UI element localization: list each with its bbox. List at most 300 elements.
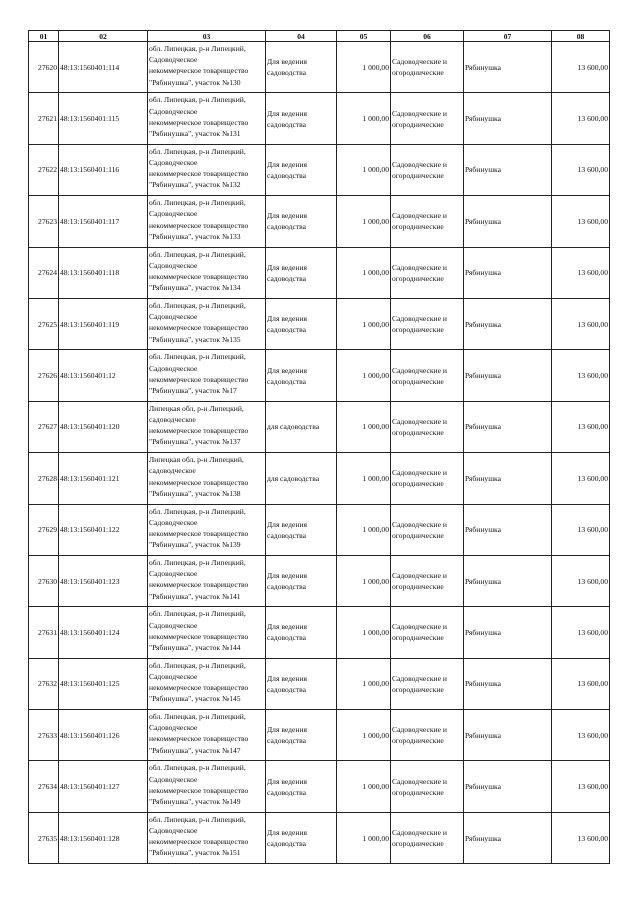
category-line: огороднические: [392, 222, 444, 232]
table-row: [29, 607, 610, 658]
partnership-name: Рябинушка: [465, 730, 502, 740]
table-row: [29, 710, 610, 761]
row-number: 27634: [38, 782, 57, 792]
cadastral-number-cell: [59, 298, 148, 349]
address-line: Садоводческое: [149, 209, 198, 219]
address-cell: [148, 247, 266, 298]
area-cell: [337, 812, 391, 863]
cadastral-value-cell: [552, 93, 610, 144]
address-line: некоммерческое товарищество: [149, 169, 249, 179]
row-number-cell: [29, 453, 59, 504]
table-row: [29, 401, 610, 452]
land-use-line: для садоводства: [267, 422, 320, 432]
address-line: некоммерческое товарищество: [149, 580, 249, 590]
address-cell: [148, 93, 266, 144]
category-line: огороднические: [392, 582, 444, 592]
address-line: "Рябинушка", участок №149: [149, 797, 241, 807]
land-use-line: садоводства: [267, 787, 307, 797]
partnership-name: Рябинушка: [465, 525, 502, 535]
area-cell: [337, 298, 391, 349]
area-cell: [337, 761, 391, 812]
header-row: [29, 31, 610, 42]
row-number-cell: [29, 401, 59, 452]
category-line: огороднические: [392, 68, 444, 78]
partnership-cell: [464, 504, 552, 555]
area-cell: [337, 196, 391, 247]
row-number-cell: [29, 812, 59, 863]
land-use-line: Для ведения: [267, 776, 308, 786]
partnership-name: Рябинушка: [465, 268, 502, 278]
area-cell: [337, 710, 391, 761]
row-number: 27622: [38, 165, 57, 175]
area-cell: [337, 401, 391, 452]
address-line: некоммерческое товарищество: [149, 374, 249, 384]
address-line: Липецкая обл, р-н Липецкий,: [149, 455, 244, 465]
table-row: [29, 812, 610, 863]
category-line: огороднические: [392, 325, 444, 335]
address-line: Липецкая обл, р-н Липецкий,: [149, 403, 244, 413]
area-cell: [337, 350, 391, 401]
cadastral-number-cell: [59, 555, 148, 606]
category-cell: [391, 247, 464, 298]
partnership-name: Рябинушка: [465, 165, 502, 175]
table-row: [29, 350, 610, 401]
land-use-line: Для ведения: [267, 673, 308, 683]
table-row: [29, 658, 610, 709]
category-line: огороднические: [392, 736, 444, 746]
address-line: некоммерческое товарищество: [149, 426, 249, 436]
land-use-line: Для ведения: [267, 519, 308, 529]
land-use-cell: [266, 247, 337, 298]
category-line: Садоводческие и: [392, 571, 447, 581]
land-use-cell: [266, 350, 337, 401]
row-number: 27631: [38, 627, 57, 637]
table-row: [29, 298, 610, 349]
partnership-cell: [464, 607, 552, 658]
partnership-cell: [464, 298, 552, 349]
cadastral-value: 13 600,00: [577, 576, 608, 586]
address-line: обл. Липецкая, р-н Липецкий,: [149, 557, 246, 567]
area-value: 1 000,00: [362, 268, 389, 278]
area-cell: [337, 144, 391, 195]
address-line: Садоводческое: [149, 312, 198, 322]
area-value: 1 000,00: [362, 782, 389, 792]
land-use-cell: [266, 658, 337, 709]
partnership-cell: [464, 710, 552, 761]
row-number: 27630: [38, 576, 57, 586]
category-line: Садоводческие и: [392, 673, 447, 683]
table-body: [29, 42, 610, 864]
partnership-name: Рябинушка: [465, 627, 502, 637]
address-line: Садоводческое: [149, 620, 198, 630]
cadastral-value-cell: [552, 710, 610, 761]
category-cell: [391, 144, 464, 195]
category-line: огороднические: [392, 376, 444, 386]
address-line: "Рябинушка", участок №139: [149, 540, 241, 550]
land-use-line: садоводства: [267, 633, 307, 643]
address-line: обл. Липецкая, р-н Липецкий,: [149, 712, 246, 722]
partnership-cell: [464, 401, 552, 452]
address-line: Садоводческое: [149, 517, 198, 527]
address-cell: [148, 658, 266, 709]
partnership-cell: [464, 453, 552, 504]
area-cell: [337, 453, 391, 504]
address-line: Садоводческое: [149, 106, 198, 116]
category-line: Садоводческие и: [392, 725, 447, 735]
area-cell: [337, 504, 391, 555]
cadastral-number: 48:13:1560401:126: [60, 730, 120, 740]
row-number-cell: [29, 93, 59, 144]
address-line: некоммерческое товарищество: [149, 631, 249, 641]
cadastral-value: 13 600,00: [577, 422, 608, 432]
cadastral-number-cell: [59, 350, 148, 401]
row-number-cell: [29, 761, 59, 812]
land-registry-table: [28, 30, 610, 864]
address-line: "Рябинушка", участок №135: [149, 334, 241, 344]
category-line: Садоводческие и: [392, 211, 447, 221]
row-number: 27624: [38, 268, 57, 278]
address-cell: [148, 555, 266, 606]
row-number: 27635: [38, 833, 57, 843]
area-value: 1 000,00: [362, 319, 389, 329]
cadastral-value: 13 600,00: [577, 473, 608, 483]
area-cell: [337, 42, 391, 93]
cadastral-number: 48:13:1560401:117: [60, 216, 120, 226]
category-cell: [391, 42, 464, 93]
cadastral-value: 13 600,00: [577, 525, 608, 535]
table-row: [29, 555, 610, 606]
table-row: [29, 247, 610, 298]
partnership-cell: [464, 93, 552, 144]
cadastral-value-cell: [552, 401, 610, 452]
category-line: огороднические: [392, 633, 444, 643]
column-header: 05: [337, 31, 391, 42]
land-use-cell: [266, 812, 337, 863]
address-line: "Рябинушка", участок №134: [149, 283, 241, 293]
cadastral-value: 13 600,00: [577, 627, 608, 637]
address-line: обл. Липецкая, р-н Липецкий,: [149, 660, 246, 670]
address-line: обл. Липецкая, р-н Липецкий,: [149, 44, 246, 53]
cadastral-value: 13 600,00: [577, 114, 608, 124]
address-cell: [148, 144, 266, 195]
row-number: 27629: [38, 525, 57, 535]
partnership-cell: [464, 761, 552, 812]
address-line: "Рябинушка", участок №147: [149, 745, 241, 755]
address-line: "Рябинушка", участок №138: [149, 488, 241, 498]
category-line: Садоводческие и: [392, 468, 447, 478]
partnership-name: Рябинушка: [465, 114, 502, 124]
area-value: 1 000,00: [362, 525, 389, 535]
table-row: [29, 93, 610, 144]
address-line: некоммерческое товарищество: [149, 837, 249, 847]
address-line: "Рябинушка", участок №144: [149, 642, 241, 652]
category-line: Садоводческие и: [392, 365, 447, 375]
category-cell: [391, 453, 464, 504]
partnership-cell: [464, 196, 552, 247]
address-line: "Рябинушка", участок №130: [149, 77, 241, 87]
cadastral-value-cell: [552, 350, 610, 401]
address-line: некоммерческое товарищество: [149, 785, 249, 795]
cadastral-value-cell: [552, 247, 610, 298]
area-value: 1 000,00: [362, 216, 389, 226]
row-number-cell: [29, 555, 59, 606]
category-line: Садоводческие и: [392, 262, 447, 272]
partnership-name: Рябинушка: [465, 319, 502, 329]
address-cell: [148, 710, 266, 761]
cadastral-number: 48:13:1560401:125: [60, 679, 120, 689]
land-use-cell: [266, 453, 337, 504]
cadastral-number: 48:13:1560401:128: [60, 833, 120, 843]
cadastral-number: 48:13:1560401:119: [60, 319, 120, 329]
column-header: 07: [464, 31, 552, 42]
cadastral-value: 13 600,00: [577, 216, 608, 226]
cadastral-number: 48:13:1560401:120: [60, 422, 120, 432]
cadastral-value: 13 600,00: [577, 165, 608, 175]
cadastral-value: 13 600,00: [577, 833, 608, 843]
land-use-line: Для ведения: [267, 159, 308, 169]
category-line: огороднические: [392, 273, 444, 283]
cadastral-value-cell: [552, 812, 610, 863]
cadastral-value-cell: [552, 555, 610, 606]
cadastral-number-cell: [59, 504, 148, 555]
partnership-cell: [464, 555, 552, 606]
address-line: некоммерческое товарищество: [149, 477, 249, 487]
land-use-line: садоводства: [267, 736, 307, 746]
row-number: 27623: [38, 216, 57, 226]
address-line: обл. Липецкая, р-н Липецкий,: [149, 814, 246, 824]
partnership-name: Рябинушка: [465, 216, 502, 226]
address-line: Садоводческое: [149, 260, 198, 270]
cadastral-value: 13 600,00: [577, 371, 608, 381]
land-use-line: садоводства: [267, 582, 307, 592]
partnership-cell: [464, 350, 552, 401]
land-use-line: садоводства: [267, 222, 307, 232]
category-line: огороднические: [392, 479, 444, 489]
partnership-name: Рябинушка: [465, 576, 502, 586]
address-line: Садоводческое: [149, 363, 198, 373]
address-line: Садоводческое: [149, 55, 198, 65]
area-cell: [337, 607, 391, 658]
partnership-name: Рябинушка: [465, 371, 502, 381]
address-line: обл. Липецкая, р-н Липецкий,: [149, 609, 246, 619]
cadastral-number-cell: [59, 710, 148, 761]
row-number: 27632: [38, 679, 57, 689]
cadastral-value-cell: [552, 607, 610, 658]
cadastral-number: 48:13:1560401:123: [60, 576, 120, 586]
table-row: [29, 42, 610, 93]
land-use-cell: [266, 555, 337, 606]
document-page: [28, 30, 609, 864]
land-use-line: для садоводства: [267, 473, 320, 483]
category-cell: [391, 710, 464, 761]
category-cell: [391, 607, 464, 658]
area-value: 1 000,00: [362, 576, 389, 586]
cadastral-value-cell: [552, 658, 610, 709]
address-cell: [148, 196, 266, 247]
address-line: Садоводческое: [149, 157, 198, 167]
land-use-line: Для ведения: [267, 57, 308, 67]
address-cell: [148, 298, 266, 349]
row-number-cell: [29, 196, 59, 247]
cadastral-number-cell: [59, 144, 148, 195]
land-use-line: садоводства: [267, 376, 307, 386]
cadastral-number-cell: [59, 247, 148, 298]
land-use-cell: [266, 42, 337, 93]
cadastral-number-cell: [59, 93, 148, 144]
cadastral-value: 13 600,00: [577, 679, 608, 689]
address-line: "Рябинушка", участок №131: [149, 129, 241, 138]
cadastral-number-cell: [59, 812, 148, 863]
table-row: [29, 144, 610, 195]
area-value: 1 000,00: [362, 62, 389, 72]
column-header: 04: [266, 31, 337, 42]
category-line: Садоводческие и: [392, 622, 447, 632]
address-line: "Рябинушка", участок №133: [149, 231, 241, 241]
address-cell: [148, 761, 266, 812]
row-number: 27625: [38, 319, 57, 329]
cadastral-number-cell: [59, 658, 148, 709]
area-value: 1 000,00: [362, 473, 389, 483]
category-cell: [391, 93, 464, 144]
cadastral-number-cell: [59, 196, 148, 247]
cadastral-value: 13 600,00: [577, 268, 608, 278]
category-cell: [391, 298, 464, 349]
cadastral-number-cell: [59, 401, 148, 452]
row-number-cell: [29, 144, 59, 195]
partnership-name: Рябинушка: [465, 473, 502, 483]
row-number-cell: [29, 350, 59, 401]
category-cell: [391, 658, 464, 709]
category-cell: [391, 401, 464, 452]
land-use-line: садоводства: [267, 684, 307, 694]
category-line: Садоводческие и: [392, 57, 447, 67]
land-use-line: садоводства: [267, 530, 307, 540]
table-row: [29, 504, 610, 555]
land-use-cell: [266, 196, 337, 247]
land-use-line: Для ведения: [267, 725, 308, 735]
land-use-cell: [266, 607, 337, 658]
row-number: 27620: [38, 62, 57, 72]
cadastral-number: 48:13:1560401:114: [60, 62, 120, 72]
address-line: обл. Липецкая, р-н Липецкий,: [149, 146, 246, 156]
cadastral-value-cell: [552, 298, 610, 349]
cadastral-value: 13 600,00: [577, 782, 608, 792]
category-cell: [391, 504, 464, 555]
category-cell: [391, 555, 464, 606]
area-value: 1 000,00: [362, 627, 389, 637]
address-line: обл. Липецкая, р-н Липецкий,: [149, 198, 246, 208]
address-cell: [148, 453, 266, 504]
cadastral-value: 13 600,00: [577, 730, 608, 740]
land-use-line: Для ведения: [267, 828, 308, 838]
address-line: некоммерческое товарищество: [149, 683, 249, 693]
address-line: обл. Липецкая, р-н Липецкий,: [149, 506, 246, 516]
row-number-cell: [29, 710, 59, 761]
area-value: 1 000,00: [362, 730, 389, 740]
address-line: Садоводческое: [149, 671, 198, 681]
land-use-cell: [266, 298, 337, 349]
row-number: 27627: [38, 422, 57, 432]
land-use-line: Для ведения: [267, 571, 308, 581]
address-line: некоммерческое товарищество: [149, 66, 249, 76]
land-use-line: Для ведения: [267, 365, 308, 375]
area-value: 1 000,00: [362, 165, 389, 175]
row-number: 27626: [38, 371, 57, 381]
cadastral-value-cell: [552, 504, 610, 555]
table-row: [29, 196, 610, 247]
column-header: 03: [148, 31, 266, 42]
cadastral-number: 48:13:1560401:121: [60, 473, 120, 483]
category-line: Садоводческие и: [392, 828, 447, 838]
cadastral-value: 13 600,00: [577, 62, 608, 72]
address-line: "Рябинушка", участок №151: [149, 848, 241, 858]
address-line: некоммерческое товарищество: [149, 271, 249, 281]
table-row: [29, 453, 610, 504]
address-line: Садоводческое: [149, 723, 198, 733]
land-use-cell: [266, 504, 337, 555]
category-line: Садоводческие и: [392, 314, 447, 324]
cadastral-number-cell: [59, 761, 148, 812]
address-cell: [148, 812, 266, 863]
row-number-cell: [29, 298, 59, 349]
land-use-cell: [266, 401, 337, 452]
cadastral-number: 48:13:1560401:115: [60, 114, 120, 124]
category-line: огороднические: [392, 170, 444, 180]
cadastral-value: 13 600,00: [577, 319, 608, 329]
category-line: Садоводческие и: [392, 416, 447, 426]
category-cell: [391, 196, 464, 247]
land-use-line: садоводства: [267, 273, 307, 283]
address-line: садоводческое: [149, 466, 196, 476]
partnership-name: Рябинушка: [465, 422, 502, 432]
address-line: "Рябинушка", участок №132: [149, 180, 241, 190]
cadastral-value-cell: [552, 761, 610, 812]
cadastral-value-cell: [552, 453, 610, 504]
category-line: огороднические: [392, 839, 444, 849]
partnership-name: Рябинушка: [465, 833, 502, 843]
column-header: 08: [552, 31, 610, 42]
category-line: Садоводческие и: [392, 776, 447, 786]
partnership-cell: [464, 247, 552, 298]
partnership-name: Рябинушка: [465, 679, 502, 689]
address-line: садоводческое: [149, 414, 196, 424]
cadastral-number: 48:13:1560401:118: [60, 268, 120, 278]
area-value: 1 000,00: [362, 114, 389, 124]
cadastral-number-cell: [59, 453, 148, 504]
row-number-cell: [29, 658, 59, 709]
row-number: 27621: [38, 114, 57, 124]
category-line: огороднические: [392, 684, 444, 694]
address-line: обл. Липецкая, р-н Липецкий,: [149, 95, 246, 105]
address-line: некоммерческое товарищество: [149, 323, 249, 333]
partnership-cell: [464, 812, 552, 863]
area-cell: [337, 555, 391, 606]
cadastral-number-cell: [59, 42, 148, 93]
land-use-line: садоводства: [267, 325, 307, 335]
cadastral-number-cell: [59, 607, 148, 658]
address-line: некоммерческое товарищество: [149, 117, 249, 127]
address-cell: [148, 607, 266, 658]
table-row: [29, 761, 610, 812]
category-line: Садоводческие и: [392, 159, 447, 169]
row-number-cell: [29, 504, 59, 555]
area-cell: [337, 658, 391, 709]
area-cell: [337, 93, 391, 144]
cadastral-value-cell: [552, 42, 610, 93]
address-line: "Рябинушка", участок №137: [149, 437, 241, 447]
row-number-cell: [29, 247, 59, 298]
category-line: огороднические: [392, 119, 444, 129]
